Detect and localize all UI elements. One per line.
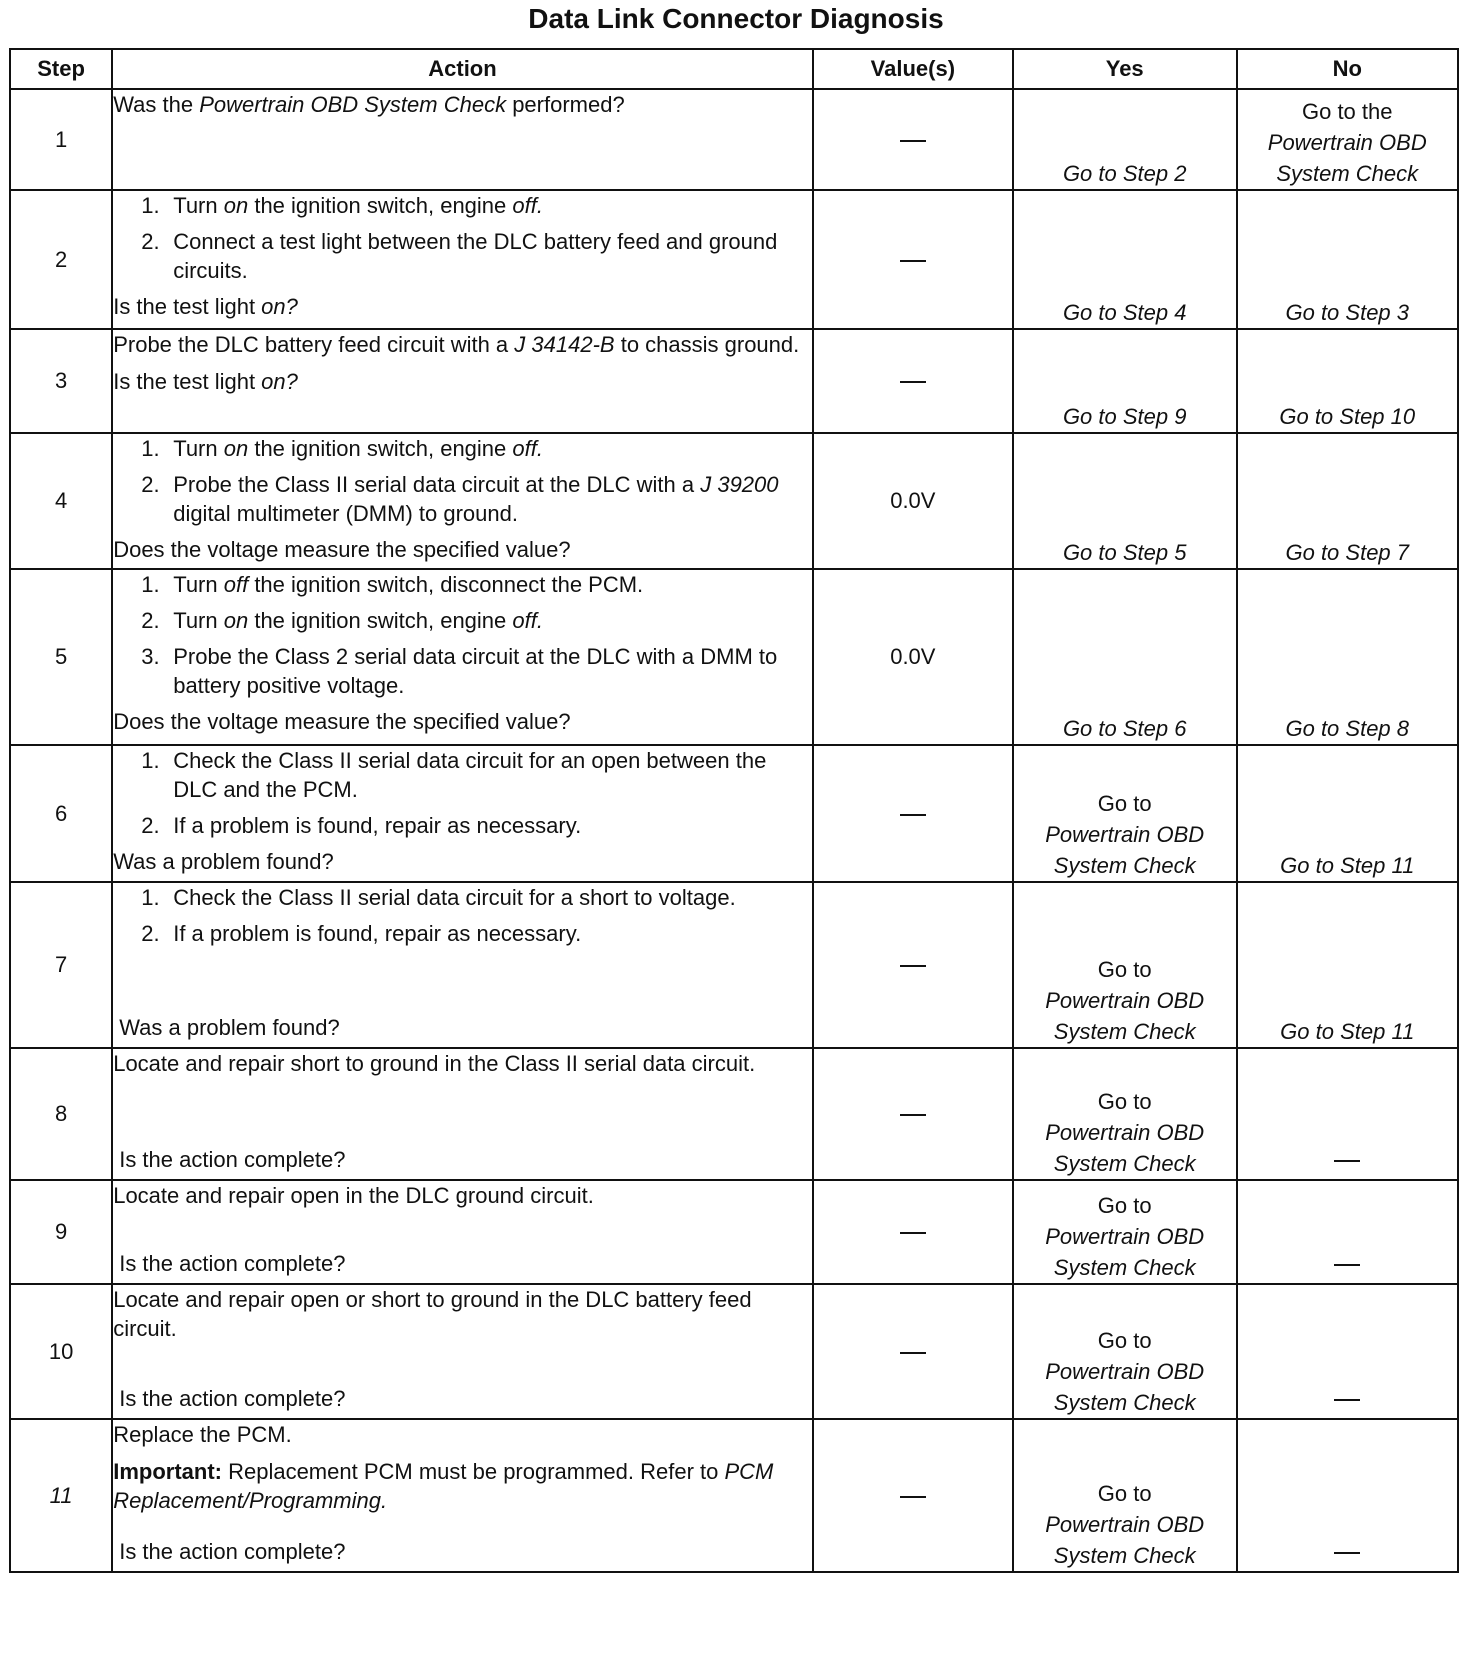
no-cell: Go to Step 11 [1237, 745, 1459, 882]
table-header-row [10, 49, 1458, 89]
table-row [10, 569, 1458, 745]
step-number: 4 [10, 433, 112, 569]
action-question: Was a problem found? [119, 1015, 340, 1040]
action-text: Locate and repair open in the DLC ground circuit. [113, 1183, 594, 1208]
list-item: 1. Turn on the ignition switch, engine off. [141, 436, 543, 461]
action-question: Is the action complete? [119, 1251, 346, 1276]
action-steps-list [113, 191, 812, 285]
value-dash [900, 814, 926, 816]
yes-cell: Go to Step 9 [1013, 329, 1237, 433]
no-cell [1237, 1284, 1459, 1419]
value-dash [900, 1232, 926, 1234]
table-row [10, 1048, 1458, 1180]
table-row [10, 89, 1458, 190]
action-question: Is the test light on? [113, 294, 298, 319]
no-cell: Go to Step 11 [1237, 882, 1459, 1048]
value-cell [813, 329, 1013, 433]
header-action: Action [112, 49, 813, 89]
table-row [10, 882, 1458, 1048]
action-cell [112, 329, 813, 433]
value-cell [813, 89, 1013, 190]
action-cell [112, 433, 813, 569]
page-title: Data Link Connector Diagnosis [528, 3, 944, 34]
value-cell [813, 1419, 1013, 1572]
action-cell [112, 190, 813, 329]
action-steps-list [113, 883, 812, 948]
no-cell: Go to Step 8 [1237, 569, 1459, 745]
value-cell [813, 1048, 1013, 1180]
step-number: 3 [10, 329, 112, 433]
important-note: Important: Replacement PCM must be programmed. Refer to PCM Replacement/Programming. [113, 1459, 774, 1513]
list-item: 2. If a problem is found, repair as necessary. [141, 813, 582, 838]
no-cell [1237, 1180, 1459, 1284]
no-cell [1237, 1048, 1459, 1180]
table-row [10, 745, 1458, 882]
action-text: Probe the DLC battery feed circuit with a J 34142-B to chassis ground. [113, 332, 800, 357]
no-cell: Go to Step 10 [1237, 329, 1459, 433]
action-steps-list [113, 434, 812, 528]
value-dash [900, 1114, 926, 1116]
header-values: Value(s) [813, 49, 1013, 89]
value-cell [813, 882, 1013, 1048]
yes-cell: Go to Powertrain OBD System Check [1013, 1284, 1237, 1419]
no-cell: Go to Step 3 [1237, 190, 1459, 329]
table-row [10, 433, 1458, 569]
yes-cell: Go to Step 2 [1013, 89, 1237, 190]
no-dash [1334, 1160, 1360, 1162]
no-dash [1334, 1552, 1360, 1554]
step-number: 10 [10, 1284, 112, 1419]
action-text: Locate and repair short to ground in the Class II serial data circuit. [113, 1051, 756, 1076]
yes-cell: Go to Powertrain OBD System Check [1013, 1180, 1237, 1284]
action-cell [112, 1048, 813, 1180]
value-dash [900, 1496, 926, 1498]
action-cell [112, 1180, 813, 1284]
table-row [10, 1284, 1458, 1419]
header-no: No [1237, 49, 1459, 89]
step-number: 11 [10, 1419, 112, 1572]
list-item: 1. Turn off the ignition switch, disconnect the PCM. [141, 572, 644, 597]
yes-cell: Go to Powertrain OBD System Check [1013, 882, 1237, 1048]
no-dash [1334, 1399, 1360, 1401]
action-cell [112, 1419, 813, 1572]
value-dash [900, 381, 926, 383]
list-item: 1. Check the Class II serial data circuit for an open between the DLC and the PCM. [141, 748, 767, 802]
action-cell [112, 89, 813, 190]
list-item: 2. Connect a test light between the DLC battery feed and ground circuits. [141, 229, 778, 283]
value-cell [813, 1180, 1013, 1284]
value-dash [900, 260, 926, 262]
action-question: Was a problem found? [113, 849, 334, 874]
no-cell: Go to the Powertrain OBD System Check [1237, 89, 1459, 190]
value-dash [900, 140, 926, 142]
yes-cell: Go to Powertrain OBD System Check [1013, 1419, 1237, 1572]
table-row [10, 190, 1458, 329]
step-number: 1 [10, 89, 112, 190]
action-question: Is the action complete? [119, 1539, 346, 1564]
action-question: Is the test light on? [113, 369, 298, 394]
step-number: 2 [10, 190, 112, 329]
list-item: 2. Probe the Class II serial data circuit at the DLC with a J 39200 digital multimeter (DMM) to ground. [141, 472, 779, 526]
yes-cell: Go to Step 4 [1013, 190, 1237, 329]
yes-cell: Go to Powertrain OBD System Check [1013, 1048, 1237, 1180]
action-steps-list [113, 570, 812, 700]
action-cell [112, 745, 813, 882]
value-cell [813, 1284, 1013, 1419]
value-dash [900, 965, 926, 967]
no-cell [1237, 1419, 1459, 1572]
list-item: 2. If a problem is found, repair as necessary. [141, 921, 582, 946]
action-question: Does the voltage measure the specified value? [113, 709, 571, 734]
list-item: 2. Turn on the ignition switch, engine off. [141, 608, 543, 633]
list-item: 1. Check the Class II serial data circuit for a short to voltage. [141, 885, 736, 910]
action-text: Replace the PCM. [113, 1422, 292, 1447]
action-cell [112, 882, 813, 1048]
diagnosis-table [9, 48, 1459, 1573]
step-number: 5 [10, 569, 112, 745]
header-step: Step [10, 49, 112, 89]
step-number: 7 [10, 882, 112, 1048]
step-number: 9 [10, 1180, 112, 1284]
list-item: 1. Turn on the ignition switch, engine off. [141, 193, 543, 218]
yes-cell: Go to Step 6 [1013, 569, 1237, 745]
yes-cell: Go to Step 5 [1013, 433, 1237, 569]
list-item: 3. Probe the Class 2 serial data circuit at the DLC with a DMM to battery positive voltage. [141, 644, 778, 698]
value-dash [900, 1352, 926, 1354]
value-cell [813, 745, 1013, 882]
value-cell: 0.0V [813, 569, 1013, 745]
action-text: Locate and repair open or short to ground in the DLC battery feed circuit. [113, 1287, 752, 1341]
action-question: Is the action complete? [119, 1386, 346, 1411]
step-number: 6 [10, 745, 112, 882]
action-question: Is the action complete? [119, 1147, 346, 1172]
step-number: 8 [10, 1048, 112, 1180]
action-steps-list [113, 746, 812, 840]
yes-cell: Go to Powertrain OBD System Check [1013, 745, 1237, 882]
value-cell [813, 190, 1013, 329]
table-row [10, 1180, 1458, 1284]
action-question: Does the voltage measure the specified value? [113, 537, 571, 562]
no-cell: Go to Step 7 [1237, 433, 1459, 569]
table-row [10, 329, 1458, 433]
table-row [10, 1419, 1458, 1572]
no-dash [1334, 1264, 1360, 1266]
header-yes: Yes [1013, 49, 1237, 89]
action-question: Was the Powertrain OBD System Check performed? [113, 92, 625, 117]
action-cell [112, 1284, 813, 1419]
action-cell [112, 569, 813, 745]
value-cell: 0.0V [813, 433, 1013, 569]
